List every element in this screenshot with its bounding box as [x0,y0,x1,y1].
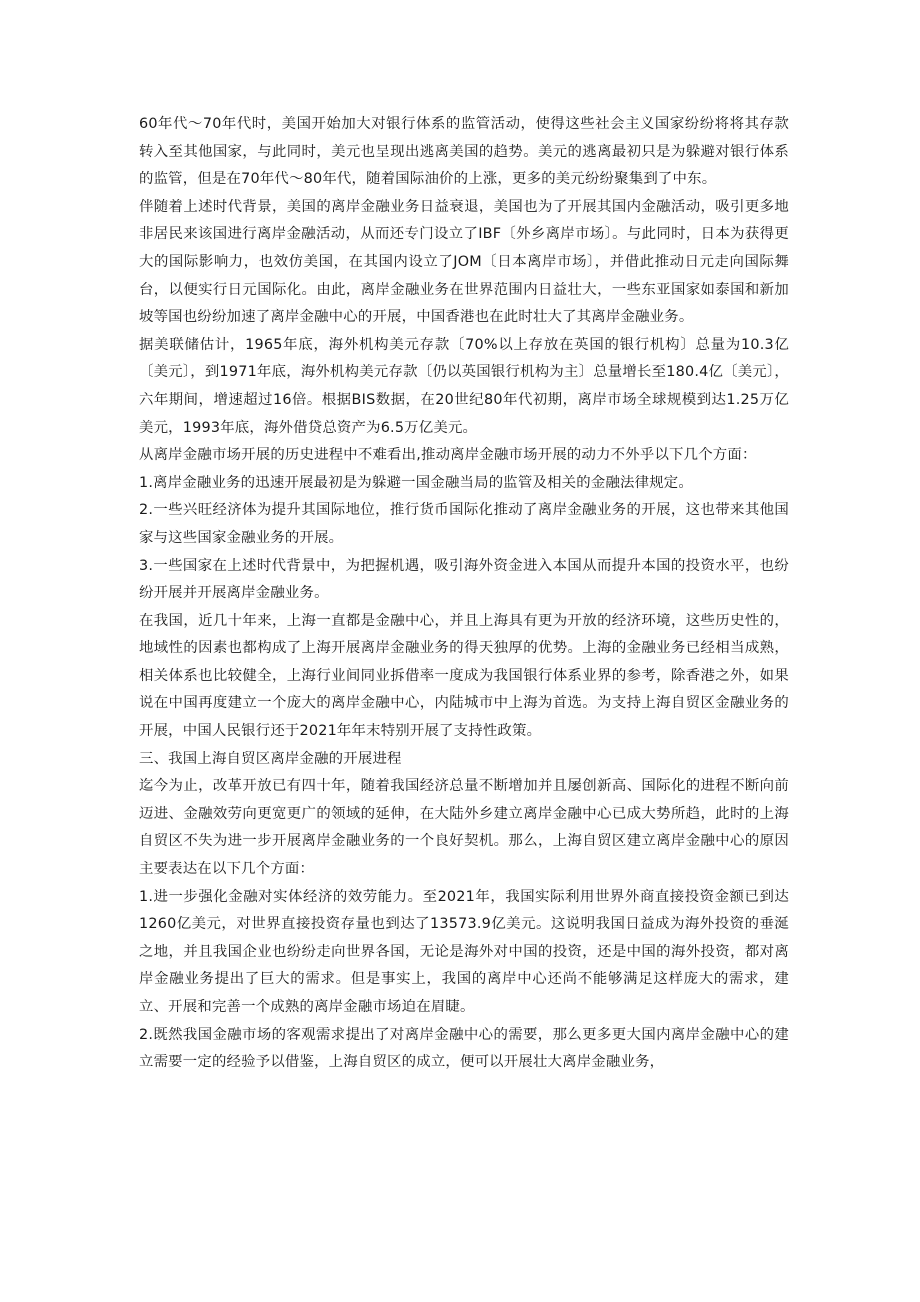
paragraph-1: 60年代～70年代时，美国开始加大对银行体系的监管活动，使得这些社会主义国家纷纷将将其存款转入至其他国家，与此同时，美元也呈现出逃离美国的趋势。美元的逃离最初只是为躲避对银行体系的监管，但是在70年代～80年代，随着国际油价的上涨，更多的美元纷纷聚集到了中东。 [139,116,789,188]
document-body [139,111,789,1077]
paragraph-6: 迄今为止，改革开放已有四十年，随着我国经济总量不断增加并且屡创新高、国际化的进程不断向前迈进、金融效劳向更宽更广的领域的延伸，在大陆外乡建立离岸金融中心已成大势所趋，此时的上海自贸区不失为进一步开展离岸金融业务的一个良好契机。那么，上海自贸区建立离岸金融中心的原因主要表达在以下几个方面： [139,778,789,878]
paragraph-5: 在我国，近几十年来，上海一直都是金融中心，并且上海具有更为开放的经济环境，这些历史性的，地域性的因素也都构成了上海开展离岸金融业务的得天独厚的优势。上海的金融业务已经相当成熟，相关体系也比较健全，上海行业间同业拆借率一度成为我国银行体系业界的参考，除香港之外，如果说在中国再度建立一个庞大的离岸金融中心，内陆城市中上海为首选。为支持上海自贸区金融业务的开展，中国人民银行还于2021年年末特别开展了支持性政策。 [139,612,789,740]
list-item-5: 2.既然我国金融市场的客观需求提出了对离岸金融中心的需要，那么更多更大国内离岸金融中心的建立需要一定的经验予以借鉴，上海自贸区的成立，便可以开展壮大离岸金融业务， [139,1026,789,1071]
paragraph-2: 伴随着上述时代背景，美国的离岸金融业务日益衰退，美国也为了开展其国内金融活动，吸引更多地非居民来该国进行离岸金融活动，从而还专门设立了IBF〔外乡离岸市场〕。与此同时，日本为获得更大的国际影响力，也效仿美国，在其国内设立了JOM〔日本离岸市场〕，并借此推动日元走向国际舞台，以便实行日元国际化。由此，离岸金融业务在世界范围内日益壮大，一些东亚国家如泰国和新加坡等国也纷纷加速了离岸金融中心的开展，中国香港也在此时壮大了其离岸金融业务。 [139,198,789,326]
paragraph-4: 从离岸金融市场开展的历史进程中不难看出,推动离岸金融市场开展的动力不外乎以下几个方面： [139,447,757,464]
section-heading: 三、我国上海自贸区离岸金融的开展进程 [139,750,402,767]
list-item-2: 2.一些兴旺经济体为提升其国际地位，推行货币国际化推动了离岸金融业务的开展，这也带来其他国家与这些国家金融业务的开展。 [139,502,789,546]
list-item-1: 1.离岸金融业务的迅速开展最初是为躲避一国金融当局的监管及相关的金融法律规定。 [139,474,693,491]
list-item-3: 3.一些国家在上述时代背景中，为把握机遇，吸引海外资金进入本国从而提升本国的投资水平，也纷纷开展并开展离岸金融业务。 [139,557,789,602]
list-item-4: 1.进一步强化金融对实体经济的效劳能力。至2021年，我国实际利用世界外商直接投资金额已到达1260亿美元，对世界直接投资存量也到达了13573.9亿美元。这说明我国日益成为海外投资的垂涎之地，并且我国企业也纷纷走向世界各国，无论是海外对中国的投资，还是中国的海外投资，都对离岸金融业务提出了巨大的需求。但是事实上，我国的离岸中心还尚不能够满足这样庞大的需求，建立、开展和完善一个成熟的离岸金融市场迫在眉睫。 [139,888,789,1015]
paragraph-3: 据美联储估计，1965年底，海外机构美元存款〔70%以上存放在英国的银行机构〕总量为10.3亿〔美元〕，到1971年底，海外机构美元存款〔仍以英国银行机构为主〕总量增长至180.4亿〔美元〕，六年期间，增速超过16倍。根据BIS数据，在20世纪80年代初期，离岸市场全球规模到达1.25万亿美元，1993年底，海外借贷总资产为6.5万亿美元。 [139,336,789,436]
